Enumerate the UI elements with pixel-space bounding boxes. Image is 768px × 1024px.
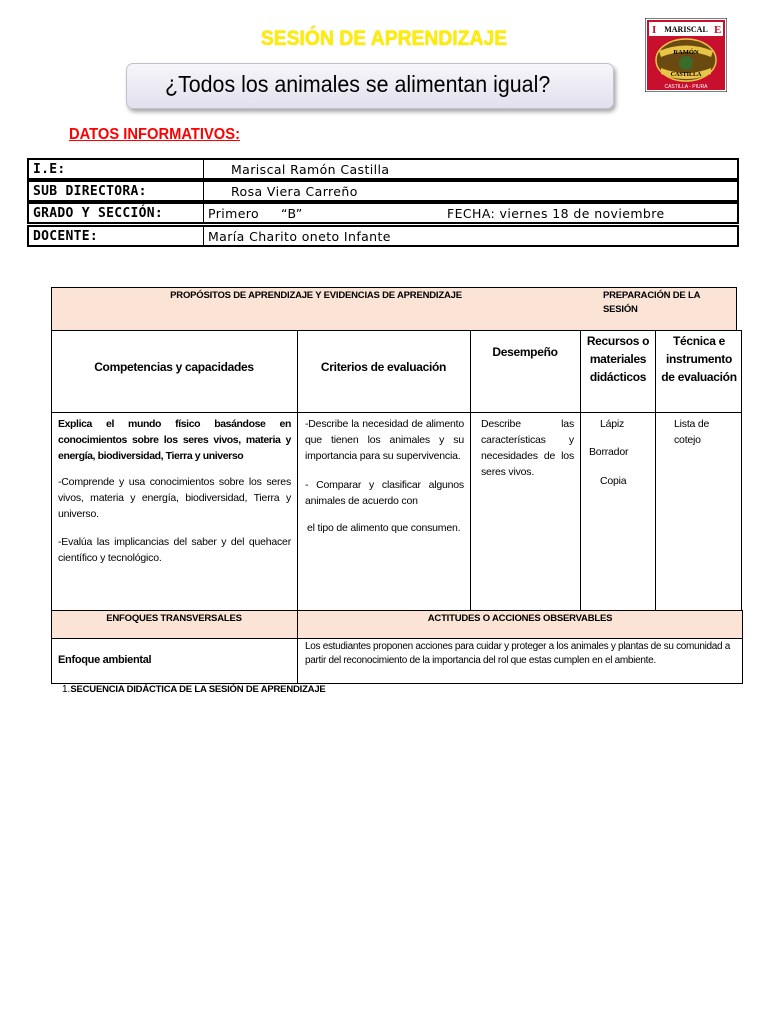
col-divider: [297, 610, 298, 684]
info-value: Rosa Viera Carreño: [231, 183, 358, 199]
logo-letter-i: I: [652, 24, 657, 36]
secuencia-heading: [62, 684, 326, 695]
criterio-item: - Comparar y clasificar algunos animales de acuerdo con: [305, 479, 464, 507]
row-divider: [51, 412, 742, 413]
col-divider: [297, 330, 298, 611]
logo-letter-e: E: [714, 24, 722, 36]
info-value: Primero “B”: [208, 205, 303, 221]
competencias-cell: [58, 416, 291, 566]
tecnica-header: Técnica e instrumento de evaluación: [661, 334, 737, 384]
fecha-value: FECHA: viernes 18 de noviembre: [447, 205, 665, 221]
col-divider: [580, 330, 581, 611]
info-value: Mariscal Ramón Castilla: [231, 161, 390, 177]
datos-informativos-heading: DATOS INFORMATIVOS:: [69, 126, 240, 143]
school-logo: [645, 18, 727, 92]
session-question: ¿Todos los animales se alimentan igual?: [165, 71, 551, 97]
recurso-item: Borrador: [589, 446, 629, 458]
desempeno-header: Desempeño: [492, 345, 558, 359]
row-divider: [51, 638, 743, 639]
criterios-header: Criterios de evaluación: [320, 360, 447, 374]
enfoque-text: Enfoque ambiental: [58, 654, 152, 666]
secuencia-title: SECUENCIA DIDÁCTICA DE LA SESIÓN DE APRENDIZAJE: [70, 684, 326, 695]
page-title: SESIÓN DE APRENDIZAJE: [260, 27, 508, 50]
actitud-text: Los estudiantes proponen acciones para cuidar y proteger a los animales y plantas de su comunidad a partir del reconocimiento de la importancia del rol que estas cumplen en el ambiente.: [305, 641, 731, 666]
logo-bottom-banner: CASTILLA: [670, 72, 702, 78]
preparacion-header: PREPARACIÓN DE LA SESIÓN: [603, 290, 700, 315]
enfoques-header: ENFOQUES TRANSVERSALES: [106, 613, 242, 624]
competencias-header-text: Competencias y capacidades: [94, 360, 254, 374]
info-label: I.E:: [33, 161, 66, 177]
info-label: SUB DIRECTORA:: [33, 183, 147, 199]
criterio-item: el tipo de alimento que consumen.: [307, 522, 461, 534]
recurso-item: Copia: [600, 475, 627, 487]
competencia-title: Explica el mundo físico basándose en conocimientos sobre los seres vivos, materia y energía, biodiversidad, Tierra y universo: [58, 418, 291, 462]
info-row-subdirectora: [27, 180, 739, 202]
proposito-header: PROPÓSITOS DE APRENDIZAJE Y EVIDENCIAS DE APRENDIZAJE: [170, 290, 462, 301]
logo-banner-text: RAMÓN: [673, 49, 699, 56]
info-label: GRADO Y SECCIÓN:: [33, 205, 164, 221]
logo-top-text: MARISCAL: [664, 25, 708, 34]
recursos-header: Recursos o materiales didácticos: [586, 334, 650, 384]
tecnica-text: Lista de cotejo: [674, 418, 710, 446]
col-divider: [655, 330, 656, 611]
capacidad-item: -Comprende y usa conocimientos sobre los seres vivos, materia y energía, biodiversidad, Tierra y universo.: [58, 476, 291, 520]
info-row-docente: [27, 225, 739, 247]
recurso-item: Lápiz: [600, 418, 625, 430]
capacidad-item: -Evalúa las implicancias del saber y del quehacer científico y tecnológico.: [58, 536, 291, 564]
actitudes-header: ACTITUDES O ACCIONES OBSERVABLES: [427, 613, 613, 624]
info-row-grado: [27, 202, 739, 224]
info-label: DOCENTE:: [33, 228, 99, 244]
criterio-item: -Describe la necesidad de alimento que tienen los animales y su importancia para su supervivencia.: [305, 418, 464, 462]
col-divider: [470, 330, 471, 611]
secuencia-number: 1.: [62, 684, 71, 695]
info-row-ie: [27, 158, 739, 180]
criterios-cell: [305, 416, 464, 536]
desempeno-text: Describe las características y necesidades de los seres vivos.: [481, 418, 574, 478]
competencias-header: [53, 358, 295, 376]
logo-emblem-icon: [679, 56, 693, 70]
logo-footer-text: CASTILLA - PIURA: [664, 84, 708, 90]
info-value: María Charito oneto Infante: [208, 228, 391, 244]
desempeno-cell: [481, 416, 574, 480]
